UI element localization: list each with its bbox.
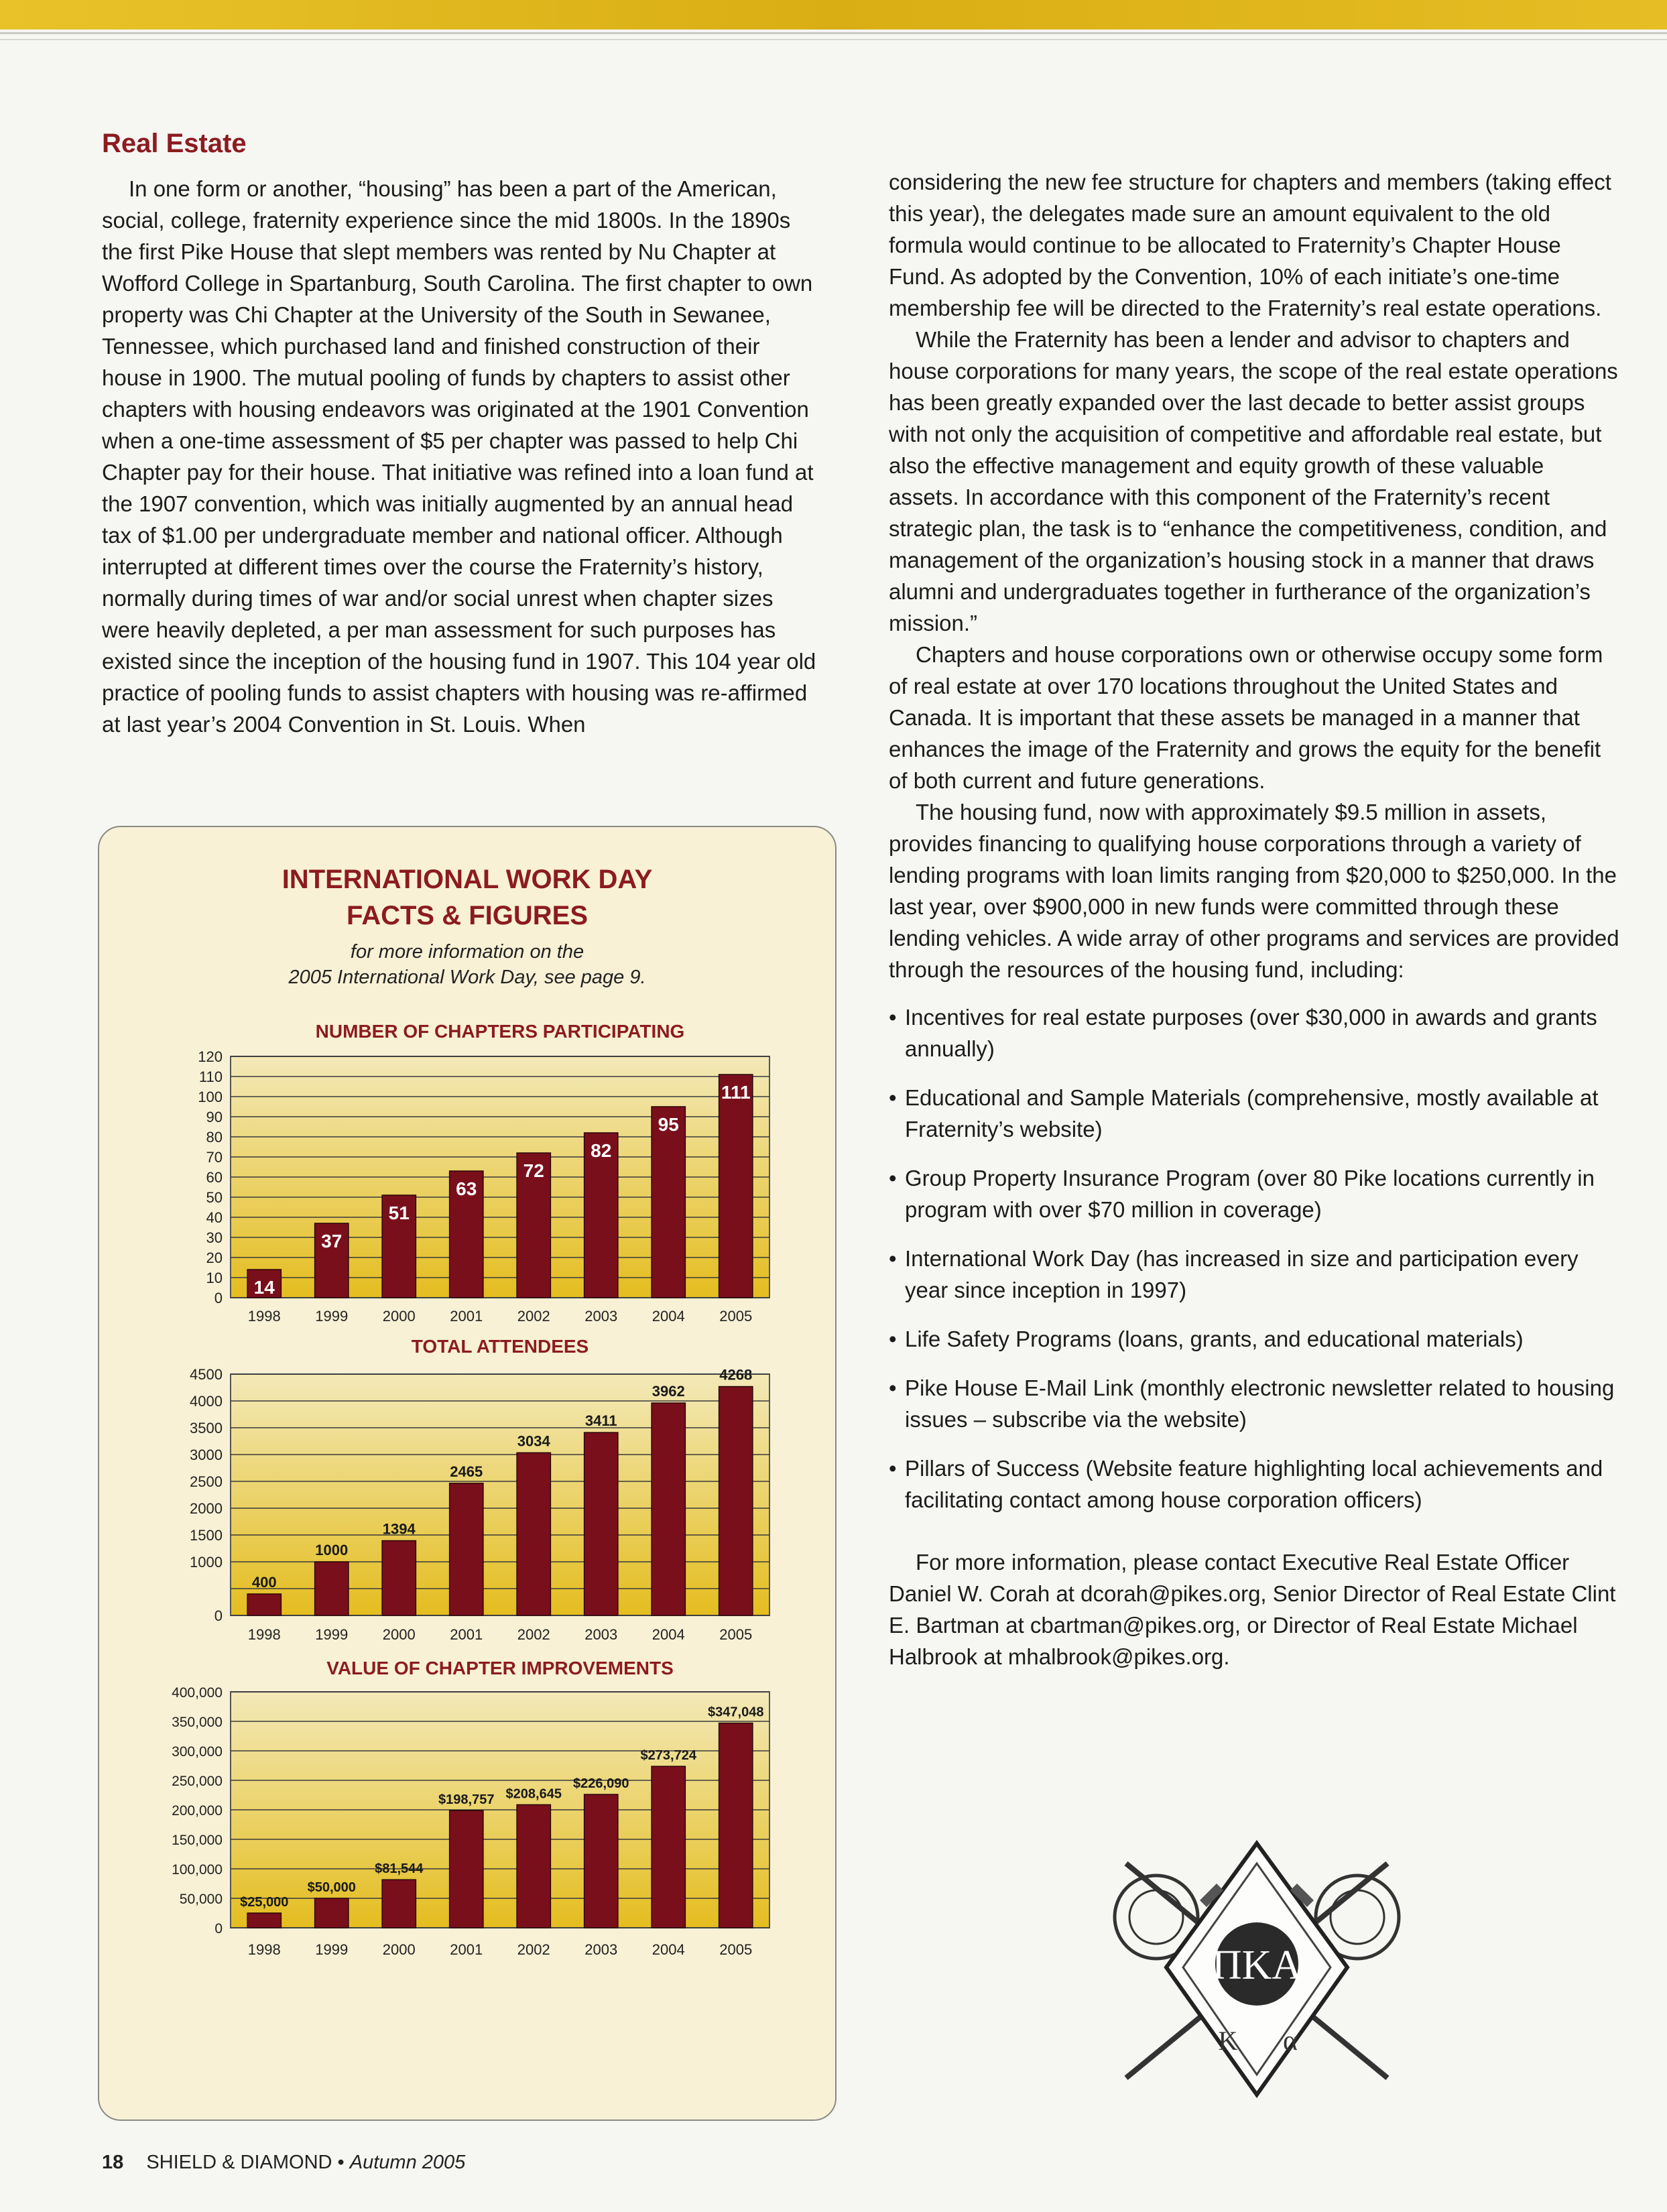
y-tick-label: 100 [198, 1089, 223, 1105]
y-tick-label: 0 [214, 1921, 223, 1937]
data-label: 63 [456, 1178, 477, 1199]
y-tick-label: 80 [206, 1129, 223, 1146]
y-tick-label: 90 [206, 1109, 223, 1125]
y-tick-label: 0 [214, 1290, 223, 1306]
y-tick-label: 0 [214, 1607, 223, 1624]
bar [719, 1074, 753, 1298]
x-tick-label: 2002 [517, 1941, 550, 1958]
chapters-chart [99, 1016, 835, 1325]
bar [315, 1562, 349, 1615]
y-tick-label: 200,000 [172, 1803, 223, 1819]
publication-name: SHIELD & DIAMOND • [146, 2152, 345, 2173]
data-label: 3411 [584, 1412, 617, 1430]
data-label: $81,544 [375, 1861, 424, 1877]
attendees-chart [99, 1331, 835, 1646]
data-label: $50,000 [307, 1880, 356, 1895]
contact-paragraph: For more information, please contact Executive Real Estate Officer Daniel W. Corah at dcorah@pikes.org, Senior Director of Real Estate Clint E. Bartman at cbartman@pikes.org, or Director of Real Estate Michael Halbrook at mhalbrook@pikes.org. [889, 1550, 1616, 1669]
data-label: $273,724 [640, 1748, 696, 1764]
data-label: 1394 [382, 1520, 416, 1538]
bar [450, 1483, 483, 1615]
page-footer [102, 2152, 465, 2174]
x-tick-label: 1999 [315, 1941, 349, 1958]
data-label: 72 [523, 1160, 544, 1181]
facts-sidebar [98, 826, 837, 2121]
bar [450, 1810, 483, 1928]
y-tick-label: 1000 [190, 1554, 223, 1571]
data-label: $198,757 [438, 1792, 495, 1808]
right-paragraph-3: Chapters and house corporations own or otherwise occupy some form of real estate at over 170 locations throughout the United States and Canada. It is important that these assets be managed in a manner that enhances the image of the Fraternity and grows the equity for the benefit of both current and future generations. [889, 642, 1603, 793]
bar [382, 1880, 416, 1928]
y-tick-label: 150,000 [172, 1833, 223, 1848]
sidebar-heading-line1: INTERNATIONAL WORK DAY [282, 865, 653, 894]
data-label: 37 [321, 1231, 343, 1251]
y-tick-label: 3000 [190, 1447, 223, 1463]
improvements-chart [99, 1653, 835, 1961]
list-item: • Pike House E-Mail Link (monthly electronic newsletter related to housing issues – subscribe via the website) [889, 1372, 1619, 1435]
bar [382, 1540, 416, 1615]
sidebar-heading-line2: FACTS & FIGURES [346, 901, 589, 930]
x-tick-label: 2004 [652, 1308, 685, 1325]
y-tick-label: 400,000 [172, 1685, 223, 1701]
x-tick-label: 2001 [450, 1626, 483, 1643]
crest-kappa: K [1218, 2026, 1238, 2056]
chart-title: TOTAL ATTENDEES [411, 1336, 589, 1357]
y-tick-label: 50 [206, 1189, 223, 1206]
y-tick-label: 300,000 [172, 1744, 223, 1760]
housing-programs-list [889, 1001, 1619, 1516]
bar [652, 1766, 685, 1928]
y-tick-label: 120 [198, 1048, 223, 1065]
data-label: 111 [721, 1082, 751, 1103]
bar [719, 1723, 753, 1928]
x-tick-label: 2002 [517, 1308, 550, 1325]
y-tick-label: 250,000 [172, 1774, 223, 1789]
x-tick-label: 1998 [247, 1626, 281, 1643]
bar [584, 1794, 618, 1928]
list-item: • Educational and Sample Materials (comprehensive, mostly available at Fraternity’s website) [889, 1082, 1619, 1145]
data-label: $25,000 [240, 1895, 289, 1910]
y-tick-label: 70 [206, 1149, 223, 1166]
y-tick-label: 3500 [190, 1420, 223, 1436]
bar [719, 1387, 753, 1615]
x-tick-label: 2003 [584, 1308, 618, 1325]
data-label: 3034 [517, 1432, 550, 1450]
bar [652, 1403, 685, 1615]
data-label: 4268 [719, 1366, 753, 1384]
right-paragraph-4: The housing fund, now with approximately $9.5 million in assets, provides financing to qualifying house corporations through a variety of lending programs with loan limits ranging from $20,000 to $250,000. In the last year, over $900,000 in new funds were committed through these lending vehicles. A wide array of other programs and services are provided through the resources of the housing fund, including: [889, 800, 1619, 982]
bar [652, 1107, 685, 1298]
data-label: 14 [253, 1277, 275, 1298]
y-tick-label: 350,000 [172, 1715, 223, 1730]
top-color-band [0, 0, 1667, 29]
bar [584, 1432, 618, 1615]
bar [247, 1594, 281, 1615]
data-label: 82 [591, 1140, 612, 1161]
list-item: • Group Property Insurance Program (over 80 Pike locations currently in program with over $70 million in coverage) [889, 1162, 1619, 1225]
y-tick-label: 10 [206, 1270, 223, 1286]
crest-alpha: α [1282, 2026, 1298, 2056]
x-tick-label: 2000 [382, 1626, 416, 1643]
bar [517, 1453, 550, 1615]
data-label: 2465 [450, 1463, 483, 1480]
list-item: • Life Safety Programs (loans, grants, and educational materials) [889, 1323, 1619, 1355]
x-tick-label: 2001 [450, 1308, 483, 1325]
y-tick-label: 110 [198, 1068, 223, 1085]
y-tick-label: 30 [206, 1229, 223, 1246]
fraternity-crest-icon [1099, 1837, 1414, 2105]
x-tick-label: 1999 [315, 1626, 349, 1643]
x-tick-label: 2001 [450, 1941, 483, 1958]
sidebar-note-line2: 2005 International Work Day, see page 9. [288, 967, 646, 988]
y-tick-label: 50,000 [179, 1892, 223, 1907]
right-paragraph-1: considering the new fee structure for chapters and members (taking effect this year), the delegates made sure an amount equivalent to the old formula would continue to be allocated to Fraternity’s Chapter House Fund. As adopted by the Convention, 10% of each initiate’s one-time membership fee will be directed to the Fraternity’s real estate operations. [889, 170, 1611, 320]
top-rule-thin [0, 39, 1667, 40]
y-tick-label: 40 [206, 1209, 223, 1226]
list-item: • Pillars of Success (Website feature highlighting local achievements and facilitating contact among house corporation officers) [889, 1453, 1619, 1516]
data-label: 3962 [652, 1383, 685, 1400]
x-tick-label: 2005 [719, 1626, 753, 1643]
left-column [102, 173, 826, 740]
data-label: 95 [658, 1114, 679, 1135]
sidebar-note-line1: for more information on the [350, 941, 584, 963]
right-paragraph-2: While the Fraternity has been a lender and advisor to chapters and house corporations for many years, the scope of the real estate operations has been greatly expanded over the last decade to better assist groups with not only the acquisition of competitive and affordable real estate, but also the effective management and equity growth of these valuable assets. In accordance with this component of the Fraternity’s recent strategic plan, the task is to “enhance the competitiveness, condition, and management of the organization’s housing stock in a manner that draws alumni and undergraduates together in furtherance of the organization’s mission.” [889, 327, 1618, 635]
y-tick-label: 4000 [190, 1393, 223, 1410]
data-label: 1000 [315, 1542, 349, 1558]
y-tick-label: 2000 [190, 1500, 223, 1517]
y-tick-label: 1500 [190, 1527, 223, 1544]
y-tick-label: 20 [206, 1249, 223, 1266]
intro-paragraph: In one form or another, “housing” has been a part of the American, social, college, fraternity experience since the mid 1800s. In the 1890s the first Pike House that slept members was rented by Nu Chapter at Wofford College in Spartanburg, South Carolina. The first chapter to own property was Chi Chapter at the University of the South in Sewanee, Tennessee, which purchased land and finished construction of their house in 1900. The mutual pooling of funds by chapters to assist other chapters with housing endeavors was originated at the 1901 Convention when a one-time assessment of $5 per chapter was passed to help Chi Chapter pay for their house. That initiative was refined into a loan fund at the 1907 convention, which was initially augmented by an annual head tax of $1.00 per undergraduate member and national officer. Although interrupted at different times over the course the Fraternity’s history, normally during times of war and/or social unrest when chapter sizes were heavily depleted, a per man assessment for such purposes has existed since the inception of the housing fund in 1907. This 104 year old practice of pooling funds to assist chapters with housing was re-affirmed at last year’s 2004 Convention in St. Louis. When [102, 176, 816, 737]
bar [517, 1804, 550, 1928]
chart-title: NUMBER OF CHAPTERS PARTICIPATING [315, 1021, 685, 1042]
x-tick-label: 2005 [719, 1308, 753, 1325]
x-tick-label: 2004 [652, 1941, 685, 1958]
data-label: 400 [251, 1574, 277, 1591]
x-tick-label: 2004 [652, 1626, 685, 1643]
y-tick-label: 60 [206, 1169, 223, 1186]
data-label: $347,048 [708, 1705, 764, 1720]
data-label: $208,645 [505, 1786, 562, 1802]
y-tick-label: 2500 [190, 1473, 223, 1490]
x-tick-label: 2005 [719, 1941, 753, 1958]
plot-area [231, 1374, 769, 1615]
data-label: $226,090 [573, 1776, 629, 1792]
list-item: • International Work Day (has increased in size and participation every year since inception in 1997) [889, 1243, 1619, 1306]
x-tick-label: 2003 [584, 1941, 618, 1958]
bar [247, 1913, 281, 1928]
right-column [889, 166, 1619, 1672]
x-tick-label: 2000 [382, 1941, 416, 1958]
y-tick-label: 4500 [190, 1366, 223, 1383]
x-tick-label: 2000 [382, 1308, 416, 1325]
x-tick-label: 1999 [315, 1308, 349, 1325]
x-tick-label: 1998 [247, 1308, 281, 1325]
page-number: 18 [102, 2152, 124, 2173]
list-item: • Incentives for real estate purposes (over $30,000 in awards and grants annually) [889, 1001, 1619, 1064]
chart-title: VALUE OF CHAPTER IMPROVEMENTS [326, 1658, 674, 1678]
bar [315, 1898, 349, 1928]
section-title: Real Estate [102, 129, 247, 158]
data-label: 51 [388, 1203, 410, 1223]
x-tick-label: 2002 [517, 1626, 550, 1643]
x-tick-label: 1998 [247, 1941, 281, 1958]
crest-letters: ΠKA [1211, 1943, 1302, 1988]
issue-season: Autumn 2005 [349, 2152, 466, 2173]
top-rule [0, 32, 1667, 34]
y-tick-label: 100,000 [172, 1862, 223, 1878]
x-tick-label: 2003 [584, 1626, 618, 1643]
